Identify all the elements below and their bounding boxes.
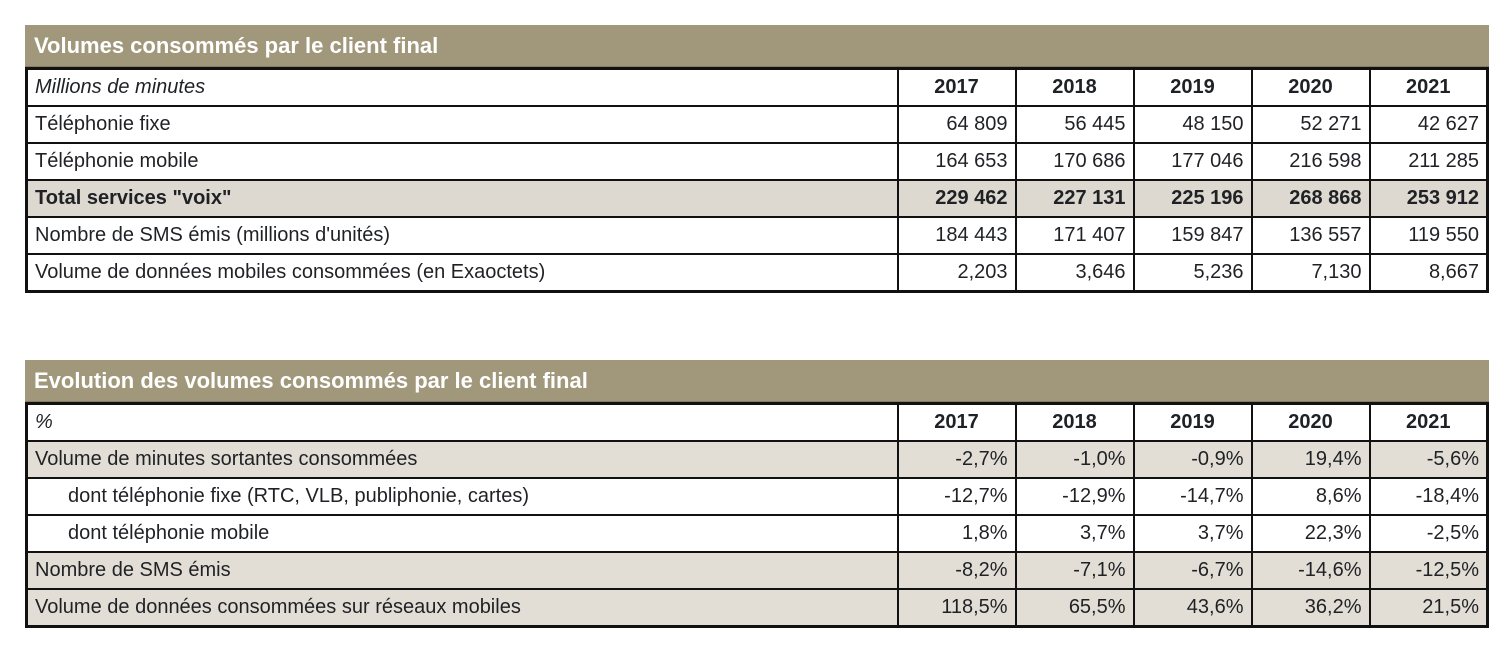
- table-row-total: [27, 180, 1488, 217]
- row-label: Nombre de SMS émis (millions d'unités): [27, 217, 898, 254]
- table-row: [27, 478, 1488, 515]
- value-cell: -7,1%: [1016, 552, 1134, 589]
- value-cell: 8,6%: [1252, 478, 1370, 515]
- value-cell: -12,7%: [898, 478, 1016, 515]
- table-row: [27, 441, 1488, 478]
- value-cell: 52 271: [1252, 106, 1370, 143]
- value-cell: 119 550: [1370, 217, 1488, 254]
- value-cell: 1,8%: [898, 515, 1016, 552]
- year-header-cell: 2021: [1370, 404, 1488, 442]
- row-label: Volume de données mobiles consommées (en Exaoctets): [27, 254, 898, 292]
- value-cell: 225 196: [1134, 180, 1252, 217]
- value-cell: 2,203: [898, 254, 1016, 292]
- value-cell: 159 847: [1134, 217, 1252, 254]
- value-cell: 22,3%: [1252, 515, 1370, 552]
- value-cell: -12,5%: [1370, 552, 1488, 589]
- value-cell: 216 598: [1252, 143, 1370, 180]
- table-row: [27, 217, 1488, 254]
- header-row: [27, 404, 1488, 442]
- year-header-cell: 2017: [898, 69, 1016, 107]
- year-header-cell: 2019: [1134, 404, 1252, 442]
- value-cell: 177 046: [1134, 143, 1252, 180]
- value-cell: 65,5%: [1016, 589, 1134, 627]
- value-cell: 56 445: [1016, 106, 1134, 143]
- table-row: [27, 254, 1488, 292]
- value-cell: 8,667: [1370, 254, 1488, 292]
- value-cell: -2,5%: [1370, 515, 1488, 552]
- value-cell: 253 912: [1370, 180, 1488, 217]
- year-header-cell: 2018: [1016, 404, 1134, 442]
- row-label: Volume de minutes sortantes consommées: [27, 441, 898, 478]
- value-cell: 7,130: [1252, 254, 1370, 292]
- table-row: [27, 106, 1488, 143]
- value-cell: -12,9%: [1016, 478, 1134, 515]
- value-cell: 64 809: [898, 106, 1016, 143]
- evolution-table-title: Evolution des volumes consommés par le client final: [25, 360, 1489, 402]
- volumes-table-title: Volumes consommés par le client final: [25, 25, 1489, 67]
- value-cell: -18,4%: [1370, 478, 1488, 515]
- row-label: dont téléphonie fixe (RTC, VLB, publiphonie, cartes): [27, 478, 898, 515]
- header-row: [27, 69, 1488, 107]
- year-header-cell: 2021: [1370, 69, 1488, 107]
- value-cell: -14,6%: [1252, 552, 1370, 589]
- value-cell: -6,7%: [1134, 552, 1252, 589]
- value-cell: -5,6%: [1370, 441, 1488, 478]
- value-cell: 136 557: [1252, 217, 1370, 254]
- row-label: Nombre de SMS émis: [27, 552, 898, 589]
- value-cell: 227 131: [1016, 180, 1134, 217]
- year-header-cell: 2018: [1016, 69, 1134, 107]
- row-label: Téléphonie mobile: [27, 143, 898, 180]
- value-cell: 43,6%: [1134, 589, 1252, 627]
- row-label: dont téléphonie mobile: [27, 515, 898, 552]
- value-cell: 3,7%: [1016, 515, 1134, 552]
- table-row: [27, 143, 1488, 180]
- table-row: [27, 552, 1488, 589]
- value-cell: 19,4%: [1252, 441, 1370, 478]
- value-cell: 5,236: [1134, 254, 1252, 292]
- volumes-table-section: [25, 25, 1489, 293]
- row-label: Volume de données consommées sur réseaux mobiles: [27, 589, 898, 627]
- value-cell: 171 407: [1016, 217, 1134, 254]
- value-cell: 36,2%: [1252, 589, 1370, 627]
- value-cell: 268 868: [1252, 180, 1370, 217]
- value-cell: -14,7%: [1134, 478, 1252, 515]
- value-cell: 118,5%: [898, 589, 1016, 627]
- year-header-cell: 2020: [1252, 404, 1370, 442]
- value-cell: 3,7%: [1134, 515, 1252, 552]
- row-label: Téléphonie fixe: [27, 106, 898, 143]
- value-cell: -0,9%: [1134, 441, 1252, 478]
- evolution-table-section: [25, 360, 1489, 628]
- value-cell: 211 285: [1370, 143, 1488, 180]
- value-cell: 21,5%: [1370, 589, 1488, 627]
- value-cell: 48 150: [1134, 106, 1252, 143]
- unit-label-cell: Millions de minutes: [27, 69, 898, 107]
- value-cell: -1,0%: [1016, 441, 1134, 478]
- table-row: [27, 515, 1488, 552]
- year-header-cell: 2017: [898, 404, 1016, 442]
- value-cell: 164 653: [898, 143, 1016, 180]
- value-cell: 170 686: [1016, 143, 1134, 180]
- table-row: [27, 589, 1488, 627]
- value-cell: 229 462: [898, 180, 1016, 217]
- value-cell: 184 443: [898, 217, 1016, 254]
- value-cell: -8,2%: [898, 552, 1016, 589]
- row-label: Total services "voix": [27, 180, 898, 217]
- value-cell: 3,646: [1016, 254, 1134, 292]
- volumes-table: [25, 67, 1489, 293]
- value-cell: -2,7%: [898, 441, 1016, 478]
- unit-label-cell: %: [27, 404, 898, 442]
- evolution-table: [25, 402, 1489, 628]
- year-header-cell: 2019: [1134, 69, 1252, 107]
- value-cell: 42 627: [1370, 106, 1488, 143]
- year-header-cell: 2020: [1252, 69, 1370, 107]
